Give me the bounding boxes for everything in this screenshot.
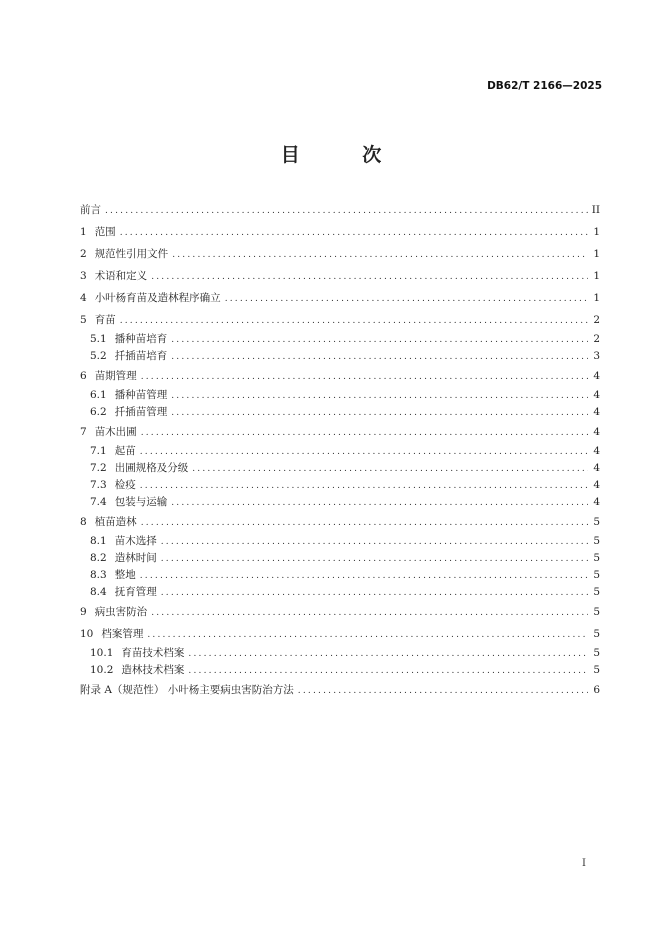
toc-entry[interactable] [80, 421, 600, 443]
toc-entry-label: 术语和定义 [94, 270, 148, 282]
toc-leader-dots [147, 624, 588, 646]
toc-entry-number: 8.2 [90, 552, 107, 564]
toc-entry-label: 包装与运输 [114, 496, 168, 508]
toc-entry[interactable] [80, 662, 600, 679]
toc-entry[interactable] [80, 567, 600, 584]
toc-entry-page: 5 [593, 516, 600, 528]
toc-entry-number: 6.1 [90, 389, 107, 401]
toc-entry-label: 育苗 [94, 314, 116, 326]
toc-entry-label: 苗木选择 [114, 535, 157, 547]
toc-entry[interactable] [80, 348, 600, 365]
toc-entry-label: 扦插苗培育 [114, 350, 168, 362]
toc-entry-label: 起苗 [114, 445, 136, 457]
toc-entry-number: 7.2 [90, 462, 107, 474]
toc-entry-number: 10.1 [90, 647, 114, 659]
toc-entry-label: 育苗技术档案 [121, 647, 185, 659]
toc-entry-label: 整地 [114, 569, 136, 581]
toc-entry-label: 植苗造林 [94, 516, 137, 528]
toc-leader-dots [171, 405, 588, 422]
toc-entry[interactable] [80, 460, 600, 477]
toc-entry-number: 9 [80, 606, 87, 618]
toc-entry[interactable] [80, 533, 600, 550]
toc-entry-number: 8 [80, 516, 87, 528]
toc-entry-number: 7.4 [90, 496, 107, 508]
toc-entry-number: 5 [80, 314, 87, 326]
toc-entry[interactable] [80, 511, 600, 533]
toc-entry[interactable] [80, 443, 600, 460]
toc-leader-dots [140, 568, 588, 585]
toc-entry[interactable] [80, 645, 600, 662]
toc-entry-page: 5 [593, 535, 600, 547]
toc-entry-label: 病虫害防治 [94, 606, 148, 618]
toc-leader-dots [171, 332, 588, 349]
toc-entry[interactable] [80, 601, 600, 623]
toc-entry-page: 5 [593, 628, 600, 640]
toc-entry-label: 检疫 [114, 479, 136, 491]
toc-entry-page: 5 [593, 647, 600, 659]
toc-entry-label: 播种苗培育 [114, 333, 168, 345]
toc-entry-label: 抚育管理 [114, 586, 157, 598]
toc-entry[interactable] [80, 387, 600, 404]
toc-entry-page: 4 [593, 389, 600, 401]
toc-leader-dots [188, 663, 588, 680]
table-of-contents [80, 199, 600, 701]
toc-entry[interactable] [80, 265, 600, 287]
toc-leader-dots [171, 349, 588, 366]
toc-entry[interactable] [80, 404, 600, 421]
toc-entry[interactable] [80, 331, 600, 348]
toc-leader-dots [298, 680, 588, 702]
toc-leader-dots [140, 444, 588, 461]
toc-leader-dots [171, 495, 588, 512]
toc-entry-page: 2 [593, 314, 600, 326]
toc-entry-page: 3 [593, 350, 600, 362]
toc-entry-label: 出圃规格及分级 [114, 462, 189, 474]
toc-leader-dots [105, 200, 588, 222]
page-title: 目 次 [280, 144, 410, 166]
toc-entry-page: 1 [593, 292, 600, 304]
toc-entry-number: 4 [80, 292, 87, 304]
toc-entry-number: 2 [80, 248, 87, 260]
toc-leader-dots [151, 266, 588, 288]
toc-entry-page: 1 [593, 226, 600, 238]
toc-entry[interactable] [80, 199, 600, 221]
toc-entry-page: 5 [593, 664, 600, 676]
toc-entry[interactable] [80, 494, 600, 511]
toc-leader-dots [141, 512, 588, 534]
toc-entry-number: 8.4 [90, 586, 107, 598]
toc-leader-dots [188, 646, 588, 663]
toc-entry-number: 6 [80, 370, 87, 382]
toc-leader-dots [192, 461, 588, 478]
toc-leader-dots [161, 551, 588, 568]
toc-entry[interactable] [80, 309, 600, 331]
toc-leader-dots [161, 585, 588, 602]
toc-entry[interactable] [80, 584, 600, 601]
toc-entry-page: 4 [593, 370, 600, 382]
toc-entry[interactable] [80, 477, 600, 494]
toc-entry-number: 3 [80, 270, 87, 282]
toc-entry-page: 5 [593, 552, 600, 564]
toc-entry-number: 7.1 [90, 445, 107, 457]
toc-entry-label: 苗木出圃 [94, 426, 137, 438]
toc-leader-dots [151, 602, 588, 624]
toc-entry-label: 小叶杨育苗及造林程序确立 [94, 292, 221, 304]
toc-entry[interactable] [80, 679, 600, 701]
toc-entry-number: 5.2 [90, 350, 107, 362]
toc-entry-page: 5 [593, 606, 600, 618]
toc-entry[interactable] [80, 550, 600, 567]
toc-entry-label: 播种苗管理 [114, 389, 168, 401]
toc-entry-page: 4 [593, 426, 600, 438]
toc-entry-number: 7 [80, 426, 87, 438]
toc-entry-page: 4 [593, 462, 600, 474]
toc-entry-number: 10 [80, 628, 94, 640]
toc-entry-page: 5 [593, 569, 600, 581]
toc-entry-page: 1 [593, 270, 600, 282]
toc-entry-page: 5 [593, 586, 600, 598]
page-number: I [582, 858, 586, 869]
toc-entry[interactable] [80, 365, 600, 387]
toc-entry-label: 造林时间 [114, 552, 157, 564]
toc-leader-dots [161, 534, 588, 551]
toc-entry-label: 附录 A（规范性） 小叶杨主要病虫害防治方法 [80, 684, 294, 696]
toc-entry-label: 扦插苗管理 [114, 406, 168, 418]
document-code: DB62/T 2166—2025 [487, 80, 602, 92]
toc-leader-dots [120, 310, 588, 332]
toc-entry-page: 4 [593, 496, 600, 508]
toc-entry-page: 4 [593, 445, 600, 457]
toc-entry-label: 苗期管理 [94, 370, 137, 382]
toc-leader-dots [171, 388, 588, 405]
toc-entry-label: 范围 [94, 226, 116, 238]
toc-entry-label: 规范性引用文件 [94, 248, 169, 260]
toc-entry[interactable] [80, 221, 600, 243]
toc-leader-dots [141, 422, 588, 444]
toc-entry-page: 1 [593, 248, 600, 260]
toc-entry-number: 8.3 [90, 569, 107, 581]
toc-entry-number: 1 [80, 226, 87, 238]
toc-entry-number: 5.1 [90, 333, 107, 345]
toc-entry-page: 6 [593, 684, 600, 696]
toc-entry-number: 6.2 [90, 406, 107, 418]
toc-entry[interactable] [80, 243, 600, 265]
toc-entry-number: 7.3 [90, 479, 107, 491]
toc-leader-dots [172, 244, 588, 266]
toc-entry-number: 10.2 [90, 664, 114, 676]
toc-entry-label: 造林技术档案 [121, 664, 185, 676]
toc-leader-dots [141, 366, 588, 388]
toc-leader-dots [225, 288, 588, 310]
toc-entry-page: 4 [593, 406, 600, 418]
toc-entry-label: 前言 [80, 204, 101, 216]
toc-entry-label: 档案管理 [101, 628, 144, 640]
toc-leader-dots [140, 478, 588, 495]
toc-entry-page: II [591, 204, 600, 216]
toc-entry-page: 2 [593, 333, 600, 345]
toc-entry-page: 4 [593, 479, 600, 491]
toc-leader-dots [120, 222, 588, 244]
toc-entry[interactable] [80, 287, 600, 309]
toc-entry-number: 8.1 [90, 535, 107, 547]
toc-entry[interactable] [80, 623, 600, 645]
